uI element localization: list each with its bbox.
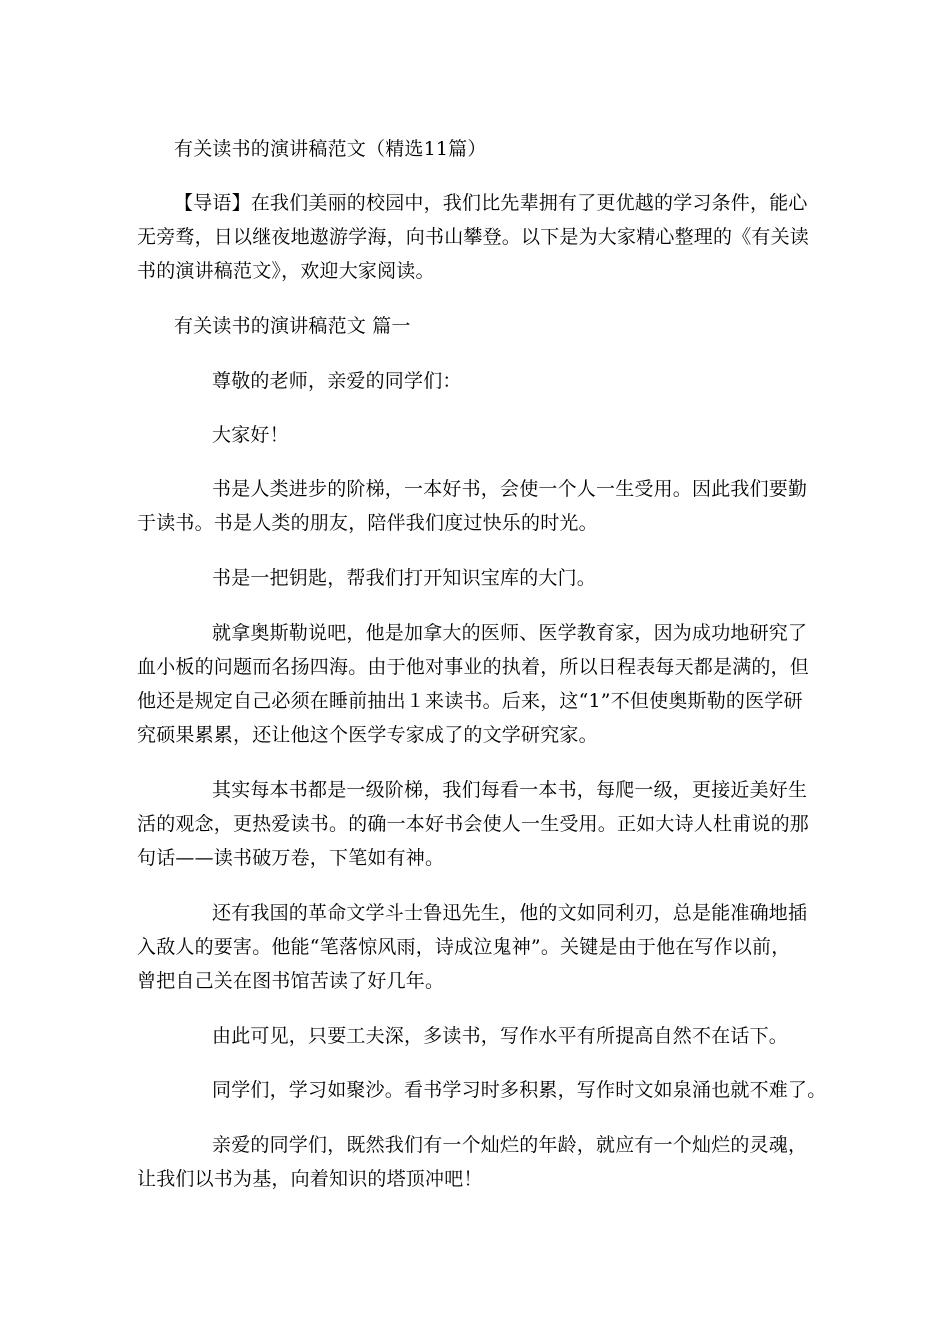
intro-line: 书的演讲稿范文》，欢迎大家阅读。 (137, 260, 435, 282)
paragraph-line: 就拿奥斯勒说吧，他是加拿大的医师、医学教育家，因为成功地研究了 (212, 622, 808, 644)
paragraph-line: 还有我国的革命文学斗士鲁迅先生，他的文如同利刃，总是能准确地插 (212, 902, 808, 924)
paragraph-line: 入敌人的要害。他能“笔落惊风雨，诗成泣鬼神”。关键是由于他在写作以前， (137, 936, 791, 958)
intro-line: 无旁骛，日以继夜地遨游学海，向书山攀登。以下是为大家精心整理的《有关读 (137, 226, 810, 248)
paragraph-line: 血小板的问题而名扬四海。由于他对事业的执着，所以日程表每天都是满的，但 (137, 656, 810, 678)
paragraph-line: 活的观念，更热爱读书。的确一本好书会使人一生受用。正如大诗人杜甫说的那 (137, 813, 810, 835)
paragraph-line: 曾把自己关在图书馆苦读了好几年。 (137, 970, 445, 992)
paragraph-line: 亲爱的同学们，既然我们有一个灿烂的年龄，就应有一个灿烂的灵魂， (212, 1134, 808, 1156)
intro-line: 【导语】在我们美丽的校园中，我们比先辈拥有了更优越的学习条件，能心 (174, 192, 808, 214)
paragraph-line: 书是一把钥匙，帮我们打开知识宝库的大门。 (212, 567, 597, 589)
paragraph-line: 同学们，学习如聚沙。看书学习时多积累，写作时文如泉涌也就不难了。 (212, 1079, 827, 1101)
paragraph-line: 让我们以书为基，向着知识的塔顶冲吧！ (137, 1168, 483, 1190)
paragraph-line: 句话——读书破万卷，下笔如有神。 (137, 847, 445, 869)
paragraph-line: 书是人类进步的阶梯，一本好书，会使一个人一生受用。因此我们要勤 (212, 478, 808, 500)
greeting: 大家好！ (212, 424, 289, 446)
salutation: 尊敬的老师，亲爱的同学们： (212, 370, 462, 392)
document-title: 有关读书的演讲稿范文（精选11篇） (174, 138, 487, 160)
paragraph-line: 于读书。书是人类的朋友，陪伴我们度过快乐的时光。 (137, 512, 598, 534)
paragraph-line: 由此可见，只要工夫深，多读书，写作水平有所提高自然不在话下。 (212, 1025, 789, 1047)
paragraph-line: 其实每本书都是一级阶梯，我们每看一本书，每爬一级，更接近美好生 (212, 779, 808, 801)
paragraph-line: 他还是规定自己必须在睡前抽出１来读书。后来，这“1”不但使奥斯勒的医学研 (137, 690, 803, 712)
paragraph-line: 究硕果累累，还让他这个医学专家成了的文学研究家。 (137, 724, 598, 746)
section-heading: 有关读书的演讲稿范文 篇一 (174, 315, 411, 337)
